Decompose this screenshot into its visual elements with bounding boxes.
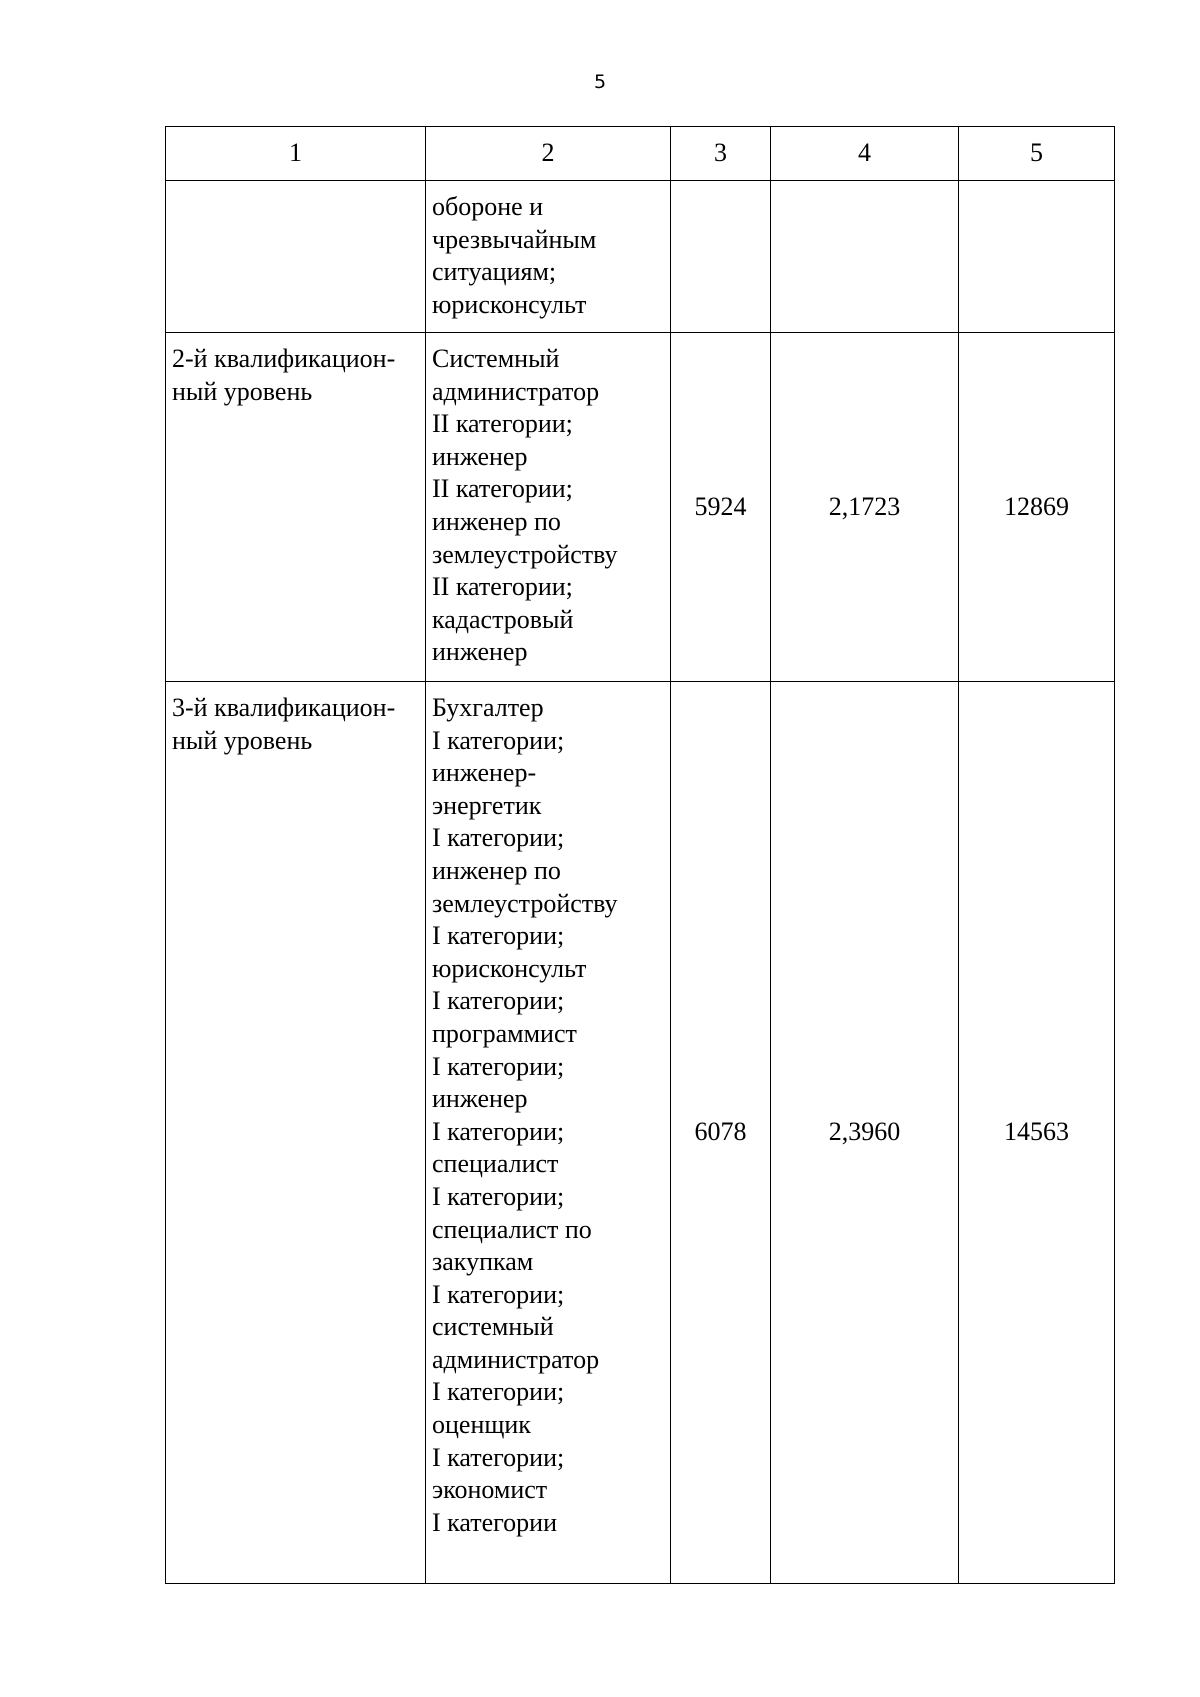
col4-cell: 2,3960: [771, 682, 959, 1584]
col3-cell: 5924: [671, 333, 771, 682]
position-line: I категории;: [432, 921, 565, 951]
column-header-2: 2: [426, 127, 671, 181]
position-line: инженер по: [432, 855, 561, 885]
positions-cell: [426, 682, 671, 1584]
col3-cell: 6078: [671, 682, 771, 1584]
position-line: II категории;: [432, 474, 573, 504]
position-line: юрисконсульт: [432, 953, 587, 983]
col3-cell: [671, 181, 771, 333]
position-line: инженер: [432, 637, 528, 667]
position-line: инженер: [432, 1084, 528, 1114]
position-line: I категории;: [432, 1442, 565, 1472]
position-line: I категории;: [432, 1279, 565, 1309]
positions-cell: [426, 333, 671, 682]
table-header-row: [166, 127, 1115, 181]
position-line: II категории;: [432, 409, 573, 439]
position-line: обороне и: [432, 192, 544, 221]
position-line: системный: [432, 1312, 554, 1342]
position-line: I категории;: [432, 1181, 565, 1211]
table-row: [166, 333, 1115, 682]
col5-cell: 14563: [959, 682, 1115, 1584]
position-line: программист: [432, 1018, 577, 1048]
qualification-level-cell: [166, 682, 426, 1584]
col5-cell: [959, 181, 1115, 333]
position-line: инженер по: [432, 506, 561, 536]
col4-cell: 2,1723: [771, 333, 959, 682]
qualification-level-cell: [166, 181, 426, 333]
qualification-level-cell: [166, 333, 426, 682]
position-line: юрисконсульт: [432, 289, 587, 319]
position-line: землеустройству: [432, 888, 618, 918]
position-line: I категории;: [432, 823, 565, 853]
position-line: Системный: [432, 344, 560, 373]
position-line: ситуациям;: [432, 257, 557, 287]
table-row: [166, 181, 1115, 333]
position-line: чрезвычайным: [432, 224, 597, 254]
position-line: специалист по: [432, 1214, 592, 1244]
position-line: специалист: [432, 1149, 559, 1179]
position-line: землеустройству: [432, 539, 618, 569]
level-line: ный уровень: [172, 725, 313, 755]
position-line: кадастровый: [432, 604, 574, 634]
position-line: оценщик: [432, 1410, 531, 1440]
position-line: инженер: [432, 441, 528, 471]
position-line: энергетик: [432, 790, 542, 820]
level-line: 3-й квалификацион-: [172, 693, 396, 722]
level-line: 2-й квалификацион-: [172, 344, 396, 373]
col4-cell: [771, 181, 959, 333]
column-header-1: 1: [166, 127, 426, 181]
staff-table: [165, 126, 1115, 1584]
position-line: I категории;: [432, 725, 565, 755]
page-number: 5: [593, 71, 607, 93]
position-line: экономист: [432, 1475, 548, 1505]
position-line: Бухгалтер: [432, 693, 544, 722]
positions-cell: [426, 181, 671, 333]
position-line: I категории;: [432, 986, 565, 1016]
position-line: II категории;: [432, 572, 573, 602]
col5-cell: 12869: [959, 333, 1115, 682]
position-line: I категории;: [432, 1051, 565, 1081]
column-header-5: 5: [959, 127, 1115, 181]
column-header-4: 4: [771, 127, 959, 181]
position-line: I категории;: [432, 1116, 565, 1146]
position-line: инженер-: [432, 758, 537, 788]
position-line: администратор: [432, 376, 600, 406]
position-line: администратор: [432, 1344, 600, 1374]
column-header-3: 3: [671, 127, 771, 181]
position-line: закупкам: [432, 1247, 534, 1277]
position-line: I категории: [432, 1507, 558, 1537]
table-row: [166, 682, 1115, 1584]
level-line: ный уровень: [172, 376, 313, 406]
position-line: I категории;: [432, 1377, 565, 1407]
